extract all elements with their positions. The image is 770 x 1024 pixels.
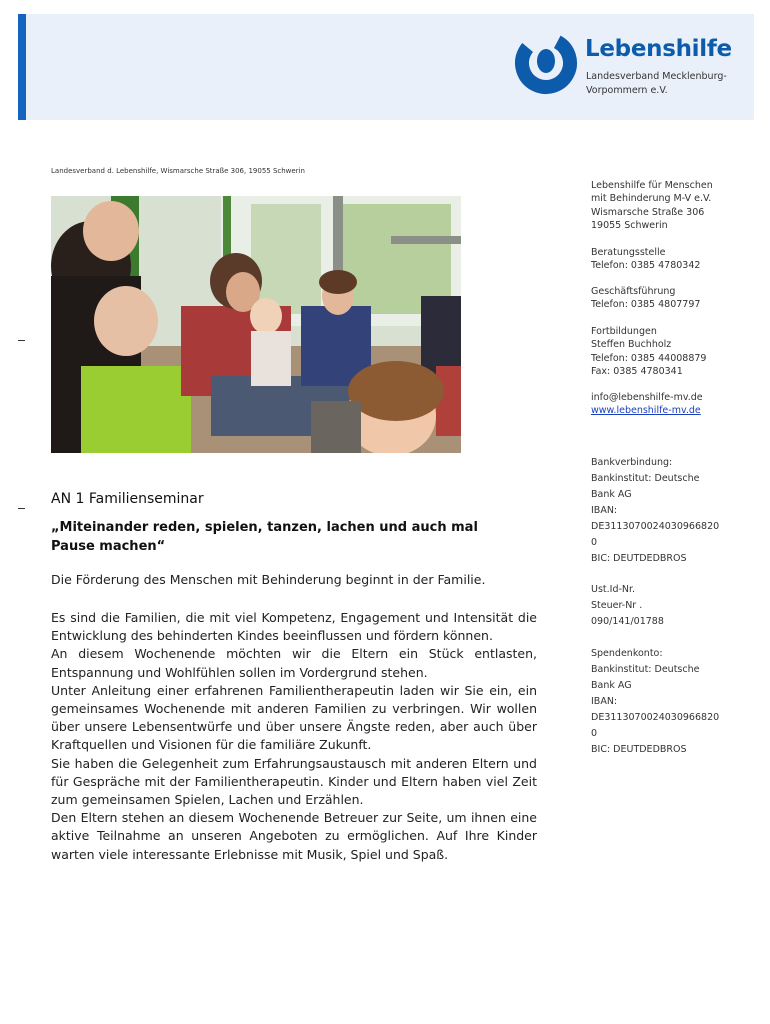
- sidebar-contact: [591, 179, 713, 232]
- bank-line: IBAN:: [591, 696, 618, 707]
- bank-line: Bankinstitut: Deutsche: [591, 664, 700, 675]
- body-paragraph: Es sind die Familien, die mit viel Kompetenz, Engagement und Intensität die Entwicklung des behinderten Kindes beeinflussen und fördern können.: [51, 610, 537, 644]
- address-line: Wismarsche Straße 306: [591, 206, 705, 218]
- logo-subtitle: [586, 70, 727, 98]
- document-subtitle: „Miteinander reden, spielen, tanzen, lachen und auch mal Pause machen“: [51, 520, 478, 554]
- bank-line: BIC: DEUTDEDBROS: [591, 553, 687, 564]
- bank-line: Bank AG: [591, 489, 632, 500]
- photo-illustration: [51, 196, 461, 453]
- lebenshilfe-logo-icon: [513, 30, 579, 96]
- family-seminar-photo: [51, 196, 461, 453]
- bank-line: Bankinstitut: Deutsche: [591, 473, 700, 484]
- bank-line: IBAN:: [591, 505, 618, 516]
- contact-line: Fortbildungen: [591, 326, 657, 337]
- tax-details: [591, 582, 664, 630]
- bank-line: DE3113070024030966820: [591, 521, 720, 532]
- contact-line: Steffen Buchholz: [591, 339, 672, 351]
- contact-line: Telefon: 0385 4780342: [591, 260, 701, 272]
- bank-line: 0: [591, 728, 598, 739]
- logo-subtitle-line: Landesverband Mecklenburg-: [586, 71, 727, 82]
- address-line: Lebenshilfe für Menschen: [591, 180, 713, 191]
- letterhead-accent-bar: [18, 14, 26, 120]
- document-title: AN 1 Familienseminar: [51, 491, 204, 507]
- contact-line: Beratungsstelle: [591, 247, 666, 258]
- contact-line: Telefon: 0385 4807797: [591, 299, 701, 311]
- website-link[interactable]: www.lebenshilfe-mv.de: [591, 405, 701, 417]
- lebenshilfe-logo: [513, 26, 743, 106]
- sidebar-beratung: [591, 246, 700, 273]
- body-text: [51, 609, 537, 864]
- body-paragraph: Den Eltern stehen an diesem Wochenende Betreuer zur Seite, um ihnen eine aktive Teilnahme an unseren Angeboten zu ermöglichen. Auf Ihre Kinder warten viele interessante Erlebnisse mit Musik, Spiel und Spaß.: [51, 810, 537, 862]
- address-line: mit Behinderung M-V e.V.: [591, 193, 712, 205]
- sidebar-fortbildungen: [591, 325, 706, 378]
- tax-line: Steuer-Nr .: [591, 600, 643, 611]
- intro-sentence: Die Förderung des Menschen mit Behinderung beginnt in der Familie.: [51, 572, 486, 587]
- body-paragraph: An diesem Wochenende möchten wir die Eltern ein Stück entlasten, Entspannung und Wohlfühlen sollen im Vordergrund stehen.: [51, 646, 537, 680]
- contact-line: Geschäftsführung: [591, 286, 676, 297]
- logo-wordmark: Lebenshilfe: [585, 36, 732, 62]
- bank-line: DE3113070024030966820: [591, 712, 720, 723]
- address-line: 19055 Schwerin: [591, 219, 668, 231]
- logo-subtitle-line: Vorpommern e.V.: [586, 85, 668, 96]
- tax-line: Ust.Id-Nr.: [591, 584, 636, 595]
- bank-line: Bank AG: [591, 680, 632, 691]
- sidebar-geschaeftsfuehrung: [591, 285, 700, 312]
- donation-account: [591, 646, 719, 758]
- tax-line: 090/141/01788: [591, 616, 664, 627]
- sender-address-line: Landesverband d. Lebenshilfe, Wismarsche Straße 306, 19055 Schwerin: [51, 167, 305, 175]
- bank-details: [591, 455, 719, 567]
- fold-mark: [18, 508, 25, 509]
- sidebar-online: [591, 391, 703, 418]
- bank-line: 0: [591, 537, 598, 548]
- body-paragraph: Sie haben die Gelegenheit zum Erfahrungsaustausch mit anderen Eltern und für Gespräche mit der Familientherapeutin. Kinder und Eltern haben viel Zeit zum gemeinsamen Spielen, Lachen und Erzählen.: [51, 755, 537, 808]
- bank-line: Spendenkonto:: [591, 648, 663, 659]
- contact-line: Telefon: 0385 44008879: [591, 352, 707, 364]
- email-address: info@lebenshilfe-mv.de: [591, 392, 703, 403]
- fold-mark: [18, 340, 25, 341]
- body-paragraph: Unter Anleitung einer erfahrenen Familientherapeutin laden wir Sie ein, ein gemeinsames Wochenende mit anderen Familien zu verbringen. Wir wollen über unsere Lebensentwürfe und über unsere Ängste reden, aber auch über Kraftquellen und Visionen für die familiäre Zukunft.: [51, 682, 537, 753]
- bank-line: Bankverbindung:: [591, 457, 673, 468]
- contact-line: Fax: 0385 4780341: [591, 365, 683, 377]
- bank-line: BIC: DEUTDEDBROS: [591, 744, 687, 755]
